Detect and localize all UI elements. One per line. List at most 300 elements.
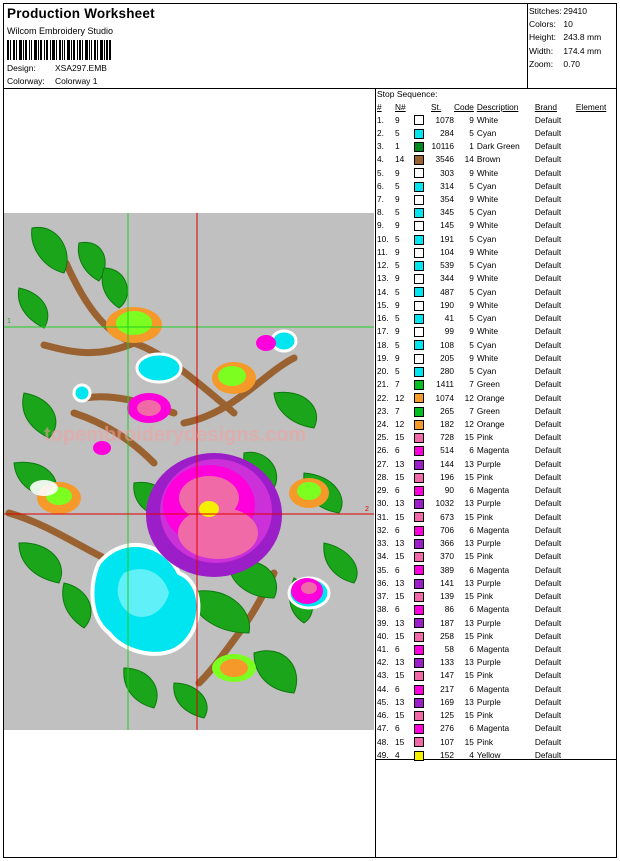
row-code: 5: [469, 313, 474, 324]
table-row: [377, 259, 616, 272]
row-stitches: 1032: [435, 498, 454, 509]
color-swatch: [414, 168, 424, 178]
row-description: Green: [476, 379, 500, 390]
row-code: 9: [469, 194, 474, 205]
row-index: 20.: [377, 366, 389, 377]
row-description: Brown: [476, 154, 501, 165]
row-brand: Default: [534, 591, 562, 602]
row-needle: 5: [395, 366, 400, 377]
color-swatch: [414, 221, 424, 231]
row-needle: 6: [395, 445, 400, 456]
row-description: Pink: [476, 432, 493, 443]
row-code: 9: [469, 114, 474, 125]
row-element: [576, 113, 616, 126]
row-stitches: 345: [440, 207, 454, 218]
row-index: 40.: [377, 630, 389, 641]
row-needle: 14: [395, 154, 405, 165]
color-swatch: [414, 393, 424, 403]
row-code: 9: [469, 326, 474, 337]
row-needle: 5: [395, 313, 400, 324]
row-stitches: 41: [444, 313, 454, 324]
color-swatch: [414, 261, 424, 271]
row-index: 3.: [377, 141, 384, 152]
row-description: Purple: [476, 498, 501, 509]
row-element: [576, 589, 616, 602]
row-code: 9: [469, 352, 474, 363]
table-row: [377, 470, 616, 483]
row-code: 14: [464, 154, 474, 165]
row-brand: Default: [534, 273, 562, 284]
color-swatch: [414, 685, 424, 695]
row-swatch: [411, 325, 431, 338]
color-swatch: [414, 129, 424, 139]
row-index: 8.: [377, 207, 384, 218]
table-row: [377, 364, 616, 377]
row-stitches: 487: [440, 286, 454, 297]
row-needle: 13: [395, 577, 405, 588]
row-description: Magenta: [476, 485, 510, 496]
panel-divider: [375, 88, 376, 858]
row-description: Cyan: [476, 366, 497, 377]
row-brand: Default: [534, 736, 562, 747]
row-swatch: [411, 404, 431, 417]
table-row: [377, 444, 616, 457]
table-row: [377, 695, 616, 708]
row-element: [576, 325, 616, 338]
table-row: [377, 404, 616, 417]
row-index: 2.: [377, 127, 384, 138]
row-index: 30.: [377, 498, 389, 509]
row-description: Orange: [476, 419, 505, 429]
row-element: [576, 391, 616, 404]
color-swatch: [414, 473, 424, 483]
row-index: 15.: [377, 299, 389, 310]
row-stitches: 90: [444, 485, 454, 496]
row-description: Cyan: [476, 260, 497, 271]
row-stitches: 133: [440, 657, 454, 668]
row-stitches: 303: [440, 167, 454, 178]
color-swatch: [414, 446, 424, 456]
row-needle: 15: [395, 736, 405, 747]
row-stitches: 354: [440, 194, 454, 205]
row-description: Cyan: [476, 207, 497, 218]
main-peony: [146, 453, 282, 577]
row-element: [576, 139, 616, 152]
row-description: White: [476, 194, 499, 205]
row-element: [576, 576, 616, 589]
row-description: Cyan: [476, 180, 497, 191]
stat-height: Height: 243.8 mm: [529, 32, 602, 43]
row-element: [576, 378, 616, 391]
color-swatch: [414, 658, 424, 668]
row-description: Pink: [476, 670, 493, 681]
table-row: [377, 669, 616, 682]
row-swatch: [411, 298, 431, 311]
row-stitches: 1411: [436, 379, 454, 390]
row-brand: Default: [534, 141, 562, 152]
row-element: [576, 642, 616, 655]
color-swatch: [414, 526, 424, 536]
row-stitches: 1074: [435, 392, 454, 403]
table-row: [377, 219, 616, 232]
color-swatch: [414, 327, 424, 337]
row-brand: Default: [534, 485, 562, 496]
color-swatch: [414, 142, 424, 152]
row-needle: 15: [395, 670, 405, 681]
row-code: 5: [469, 339, 474, 350]
table-row: [377, 325, 616, 338]
row-element: [576, 722, 616, 735]
row-swatch: [411, 735, 431, 748]
row-index: 36.: [377, 577, 389, 588]
row-element: [576, 537, 616, 550]
color-swatch: [414, 367, 424, 377]
row-index: 6.: [377, 180, 384, 191]
row-description: Magenta: [476, 524, 510, 535]
row-stitches: 366: [440, 538, 454, 549]
table-row: [377, 748, 616, 761]
row-index: 23.: [377, 405, 389, 416]
row-stitches: 139: [440, 591, 454, 602]
row-code: 1: [469, 141, 474, 152]
row-stitches: 258: [440, 630, 454, 641]
design-label: Design:: [7, 63, 36, 73]
table-row: [377, 351, 616, 364]
row-brand: Default: [534, 723, 562, 734]
row-code: 6: [469, 524, 474, 535]
row-stitches: 152: [440, 749, 454, 760]
color-swatch: [414, 632, 424, 642]
color-swatch: [414, 512, 424, 522]
row-brand: Default: [534, 392, 562, 403]
row-stitches: 673: [440, 511, 454, 522]
table-row: [377, 139, 616, 152]
row-code: 15: [464, 511, 474, 522]
table-row: [377, 735, 616, 748]
row-code: 5: [469, 286, 474, 297]
row-description: Magenta: [476, 604, 510, 615]
row-index: 14.: [377, 286, 389, 297]
table-row: [377, 563, 616, 576]
color-swatch: [414, 711, 424, 721]
row-description: White: [476, 220, 499, 231]
row-swatch: [411, 722, 431, 735]
row-needle: 13: [395, 657, 405, 668]
row-stitches: 182: [440, 419, 454, 429]
color-swatch: [414, 314, 424, 324]
row-description: Pink: [476, 471, 493, 482]
row-needle: 5: [395, 180, 400, 191]
table-row: [377, 338, 616, 351]
row-index: 47.: [377, 723, 389, 734]
row-code: 13: [464, 538, 474, 549]
col-brand: Brand: [534, 102, 557, 112]
table-row: [377, 616, 616, 629]
row-description: White: [476, 299, 499, 310]
table-row: [377, 589, 616, 602]
color-swatch: [414, 737, 424, 747]
row-code: 13: [464, 458, 474, 469]
row-swatch: [411, 312, 431, 325]
table-row: [377, 153, 616, 166]
row-stitches: 728: [440, 432, 454, 443]
row-stitches: 1078: [435, 114, 454, 125]
row-swatch: [411, 656, 431, 669]
row-needle: 5: [395, 339, 400, 350]
row-code: 13: [464, 617, 474, 628]
row-brand: Default: [534, 577, 562, 588]
row-description: White: [476, 114, 499, 125]
row-brand: Default: [534, 498, 562, 509]
row-code: 6: [469, 485, 474, 496]
row-stitches: 125: [440, 710, 454, 721]
row-swatch: [411, 669, 431, 682]
col-description: Description: [476, 102, 519, 112]
row-code: 15: [464, 551, 474, 562]
color-swatch: [414, 539, 424, 549]
table-row: [377, 484, 616, 497]
row-needle: 13: [395, 538, 405, 549]
color-swatch: [414, 182, 424, 192]
stat-colors: Colors: 10: [529, 19, 573, 30]
row-needle: 6: [395, 643, 400, 654]
color-swatch: [414, 618, 424, 628]
table-row: [377, 192, 616, 205]
table-row: [377, 497, 616, 510]
row-description: Pink: [476, 591, 493, 602]
table-row: [377, 510, 616, 523]
row-brand: Default: [534, 749, 562, 760]
row-needle: 6: [395, 683, 400, 694]
row-swatch: [411, 444, 431, 457]
row-swatch: [411, 695, 431, 708]
row-needle: 15: [395, 591, 405, 602]
row-brand: Default: [534, 299, 562, 310]
row-description: Magenta: [476, 445, 510, 456]
row-brand: Default: [534, 458, 562, 469]
row-needle: 13: [395, 458, 405, 469]
color-swatch: [414, 301, 424, 311]
row-needle: 9: [395, 194, 400, 205]
row-needle: 9: [395, 273, 400, 284]
table-row: [377, 312, 616, 325]
row-index: 34.: [377, 551, 389, 562]
row-needle: 5: [395, 260, 400, 271]
row-element: [576, 179, 616, 192]
color-swatch: [414, 340, 424, 350]
row-element: [576, 457, 616, 470]
row-needle: 6: [395, 524, 400, 535]
row-brand: Default: [534, 220, 562, 231]
row-swatch: [411, 470, 431, 483]
row-element: [576, 245, 616, 258]
row-stitches: 86: [444, 604, 454, 615]
row-needle: 15: [395, 630, 405, 641]
row-brand: Default: [534, 696, 562, 707]
row-stitches: 104: [440, 246, 454, 257]
row-element: [576, 470, 616, 483]
row-swatch: [411, 709, 431, 722]
color-swatch: [414, 579, 424, 589]
row-needle: 9: [395, 326, 400, 337]
row-element: [576, 735, 616, 748]
row-needle: 12: [395, 392, 405, 403]
row-needle: 15: [395, 511, 405, 522]
row-needle: 7: [395, 379, 400, 390]
row-element: [576, 431, 616, 444]
row-index: 9.: [377, 220, 384, 231]
row-element: [576, 219, 616, 232]
row-code: 9: [469, 246, 474, 257]
row-stitches: 145: [440, 220, 454, 231]
row-code: 12: [464, 392, 474, 403]
row-swatch: [411, 457, 431, 470]
row-description: Pink: [476, 736, 493, 747]
color-swatch: [414, 645, 424, 655]
row-stitches: 205: [440, 352, 454, 363]
row-brand: Default: [534, 260, 562, 271]
row-stitches: 276: [440, 723, 454, 734]
col-needle: N#: [395, 102, 406, 112]
row-stitches: 169: [440, 696, 454, 707]
color-swatch: [414, 248, 424, 258]
row-brand: Default: [534, 233, 562, 244]
row-needle: 9: [395, 114, 400, 125]
row-stitches: 187: [440, 617, 454, 628]
row-element: [576, 153, 616, 166]
row-stitches: 370: [440, 551, 454, 562]
row-needle: 6: [395, 604, 400, 615]
row-needle: 13: [395, 617, 405, 628]
row-stitches: 196: [440, 471, 454, 482]
row-code: 15: [464, 710, 474, 721]
row-code: 5: [469, 260, 474, 271]
row-swatch: [411, 192, 431, 205]
row-needle: 6: [395, 564, 400, 575]
row-index: 5.: [377, 167, 384, 178]
row-stitches: 108: [440, 339, 454, 350]
row-code: 9: [469, 299, 474, 310]
row-brand: Default: [534, 524, 562, 535]
row-swatch: [411, 510, 431, 523]
table-header-row: [377, 101, 616, 113]
row-code: 9: [469, 167, 474, 178]
design-value: XSA297.EMB: [55, 63, 107, 73]
table-row: [377, 391, 616, 404]
row-swatch: [411, 378, 431, 391]
row-stitches: 3546: [435, 154, 454, 165]
row-code: 12: [464, 419, 474, 429]
row-description: Pink: [476, 710, 493, 721]
guide-marker-2: 2: [365, 506, 369, 513]
row-index: 22.: [377, 392, 389, 403]
color-swatch: [414, 552, 424, 562]
row-code: 6: [469, 445, 474, 456]
table-row: [377, 550, 616, 563]
row-brand: Default: [534, 617, 562, 628]
table-row: [377, 709, 616, 722]
table-row: [377, 285, 616, 298]
row-stitches: 58: [444, 643, 454, 654]
row-index: 17.: [377, 326, 389, 337]
row-element: [576, 709, 616, 722]
row-index: 13.: [377, 273, 389, 284]
row-element: [576, 259, 616, 272]
col-element: Element: [575, 102, 607, 112]
row-element: [576, 285, 616, 298]
row-brand: Default: [534, 511, 562, 522]
row-description: Magenta: [476, 723, 510, 734]
row-stitches: 344: [440, 273, 454, 284]
row-stitches: 191: [440, 233, 454, 244]
row-element: [576, 192, 616, 205]
row-element: [576, 695, 616, 708]
stat-zoom: Zoom: 0.70: [529, 58, 580, 69]
row-brand: Default: [534, 432, 562, 443]
row-brand: Default: [534, 538, 562, 549]
header-bottom-divider: [3, 88, 617, 89]
table-row: [377, 642, 616, 655]
row-stitches: 99: [444, 326, 454, 337]
col-swatch: [411, 101, 431, 113]
row-index: 37.: [377, 591, 389, 602]
row-description: Cyan: [476, 313, 497, 324]
row-description: Purple: [476, 696, 501, 707]
row-element: [576, 510, 616, 523]
design-stats: [529, 5, 601, 71]
row-code: 6: [469, 683, 474, 694]
row-element: [576, 298, 616, 311]
software-name: Wilcom Embroidery Studio: [7, 26, 114, 36]
color-swatch: [414, 724, 424, 734]
row-swatch: [411, 497, 431, 510]
row-brand: Default: [534, 154, 562, 165]
row-element: [576, 351, 616, 364]
row-element: [576, 338, 616, 351]
row-index: 24.: [377, 419, 389, 429]
row-needle: 9: [395, 299, 400, 310]
row-index: 28.: [377, 471, 389, 482]
row-element: [576, 497, 616, 510]
row-element: [576, 550, 616, 563]
stat-stitches: Stitches: 29410: [529, 6, 588, 16]
row-swatch: [411, 153, 431, 166]
row-needle: 15: [395, 471, 405, 482]
row-stitches: 314: [440, 180, 454, 191]
table-row: [377, 298, 616, 311]
row-index: 31.: [377, 511, 389, 522]
color-swatch: [414, 155, 424, 165]
row-element: [576, 444, 616, 457]
stop-sequence-title: Stop Sequence:: [377, 89, 438, 99]
row-description: Dark Green: [476, 141, 520, 152]
row-code: 9: [469, 273, 474, 284]
row-brand: Default: [534, 710, 562, 721]
page-title: Production Worksheet: [7, 6, 155, 21]
table-row: [377, 113, 616, 126]
row-swatch: [411, 166, 431, 179]
row-index: 12.: [377, 260, 389, 271]
row-description: Yellow: [476, 749, 501, 760]
row-swatch: [411, 126, 431, 139]
row-brand: Default: [534, 326, 562, 337]
row-needle: 5: [395, 127, 400, 138]
design-preview: [4, 213, 374, 730]
table-row: [377, 457, 616, 470]
row-needle: 5: [395, 207, 400, 218]
row-brand: Default: [534, 313, 562, 324]
table-row: [377, 179, 616, 192]
